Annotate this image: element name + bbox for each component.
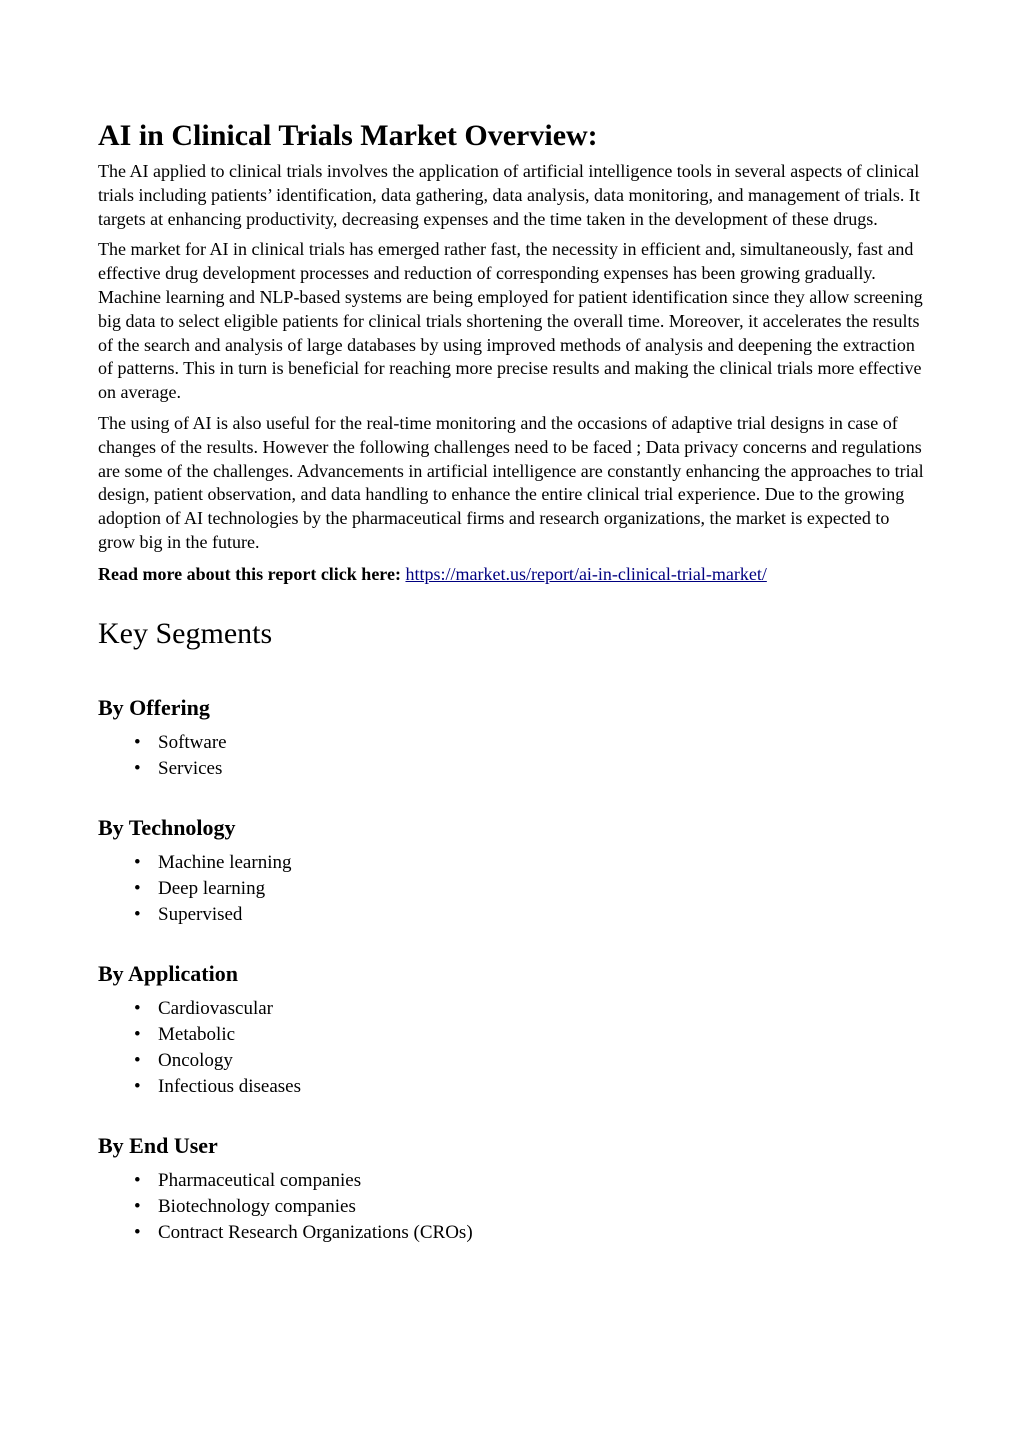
- bullet-icon: •: [134, 1195, 141, 1217]
- list-item: [134, 1168, 928, 1194]
- bullet-icon: •: [134, 1075, 141, 1097]
- list-item: [134, 1194, 928, 1220]
- list-item-label: Contract Research Organizations (CROs): [158, 1221, 473, 1243]
- key-segments-heading: Key Segments: [98, 616, 273, 650]
- list-item-label: Services: [158, 757, 223, 779]
- bullet-icon: •: [134, 731, 141, 753]
- list-item: [134, 996, 928, 1022]
- segment-list: [98, 996, 928, 1100]
- list-item-label: Supervised: [158, 903, 243, 925]
- list-item-label: Infectious diseases: [158, 1075, 301, 1097]
- list-item: [134, 1022, 928, 1048]
- list-item-label: Software: [158, 731, 227, 753]
- bullet-icon: •: [134, 903, 141, 925]
- list-item: [134, 1220, 928, 1246]
- overview-paragraph-2: The market for AI in clinical trials has emerged rather fast, the necessity in efficient and, simultaneously, fast and effective drug development processes and reduction of corresponding expenses has been growing gradually. Machine learning and NLP-based systems are being employed for patient identification since they allow screening big data to select eligible patients for clinical trials shortening the overall time. Moreover, it accelerates the results of the search and analysis of large databases by using improved methods of analysis and deepening the extraction of patterns. This in turn is beneficial for reaching more precise results and making the clinical trials more effective on average.: [98, 239, 923, 403]
- list-item-label: Pharmaceutical companies: [158, 1169, 362, 1191]
- list-item: [134, 850, 928, 876]
- read-more-line: [98, 562, 928, 586]
- segment-by-application: [98, 960, 928, 1100]
- list-item: [134, 730, 928, 756]
- list-item-label: Biotechnology companies: [158, 1195, 356, 1217]
- segment-list: [98, 1168, 928, 1246]
- bullet-icon: •: [134, 757, 141, 779]
- bullet-icon: •: [134, 1023, 141, 1045]
- bullet-icon: •: [134, 1169, 141, 1191]
- bullet-icon: •: [134, 851, 141, 873]
- list-item: [134, 1074, 928, 1100]
- list-item: [134, 1048, 928, 1074]
- list-item: [134, 902, 928, 928]
- read-more-label: Read more about this report click here:: [98, 563, 401, 584]
- overview-paragraph-3: The using of AI is also useful for the real-time monitoring and the occasions of adaptive trial designs in case of changes of the results. However the following challenges need to be faced ; Data privacy concerns and regulations are some of the challenges. Advancements in artificial intelligence are constantly enhancing the approaches to trial design, patient observation, and data handling to enhance the entire clinical trial experience. Due to the growing adoption of AI technologies by the pharmaceutical firms and research organizations, the market is expected to grow big in the future.: [98, 412, 924, 552]
- segment-by-end-user: [98, 1132, 928, 1246]
- list-item: [134, 876, 928, 902]
- segment-heading: By Technology: [98, 814, 236, 840]
- bullet-icon: •: [134, 1221, 141, 1243]
- segment-list: [98, 850, 928, 928]
- bullet-icon: •: [134, 877, 141, 899]
- list-item-label: Cardiovascular: [158, 997, 274, 1019]
- list-item-label: Oncology: [158, 1049, 233, 1071]
- list-item-label: Machine learning: [158, 851, 292, 873]
- segment-heading: By End User: [98, 1132, 218, 1158]
- report-link[interactable]: https://market.us/report/ai-in-clinical-trial-market/: [405, 563, 767, 584]
- list-item: [134, 756, 928, 782]
- page-title: AI in Clinical Trials Market Overview:: [98, 119, 598, 152]
- bullet-icon: •: [134, 1049, 141, 1071]
- list-item-label: Metabolic: [158, 1023, 236, 1045]
- document-page: [98, 118, 928, 1246]
- segment-list: [98, 730, 928, 782]
- segment-by-technology: [98, 814, 928, 928]
- segment-heading: By Offering: [98, 694, 210, 720]
- bullet-icon: •: [134, 997, 141, 1019]
- segment-heading: By Application: [98, 960, 238, 986]
- list-item-label: Deep learning: [158, 877, 266, 899]
- segment-by-offering: [98, 694, 928, 782]
- overview-paragraph-1: The AI applied to clinical trials involves the application of artificial intelligence tools in several aspects of clinical trials including patients’ identification, data gathering, data analysis, data monitoring, and management of trials. It targets at enhancing productivity, decreasing expenses and the time taken in the development of these drugs.: [98, 161, 920, 229]
